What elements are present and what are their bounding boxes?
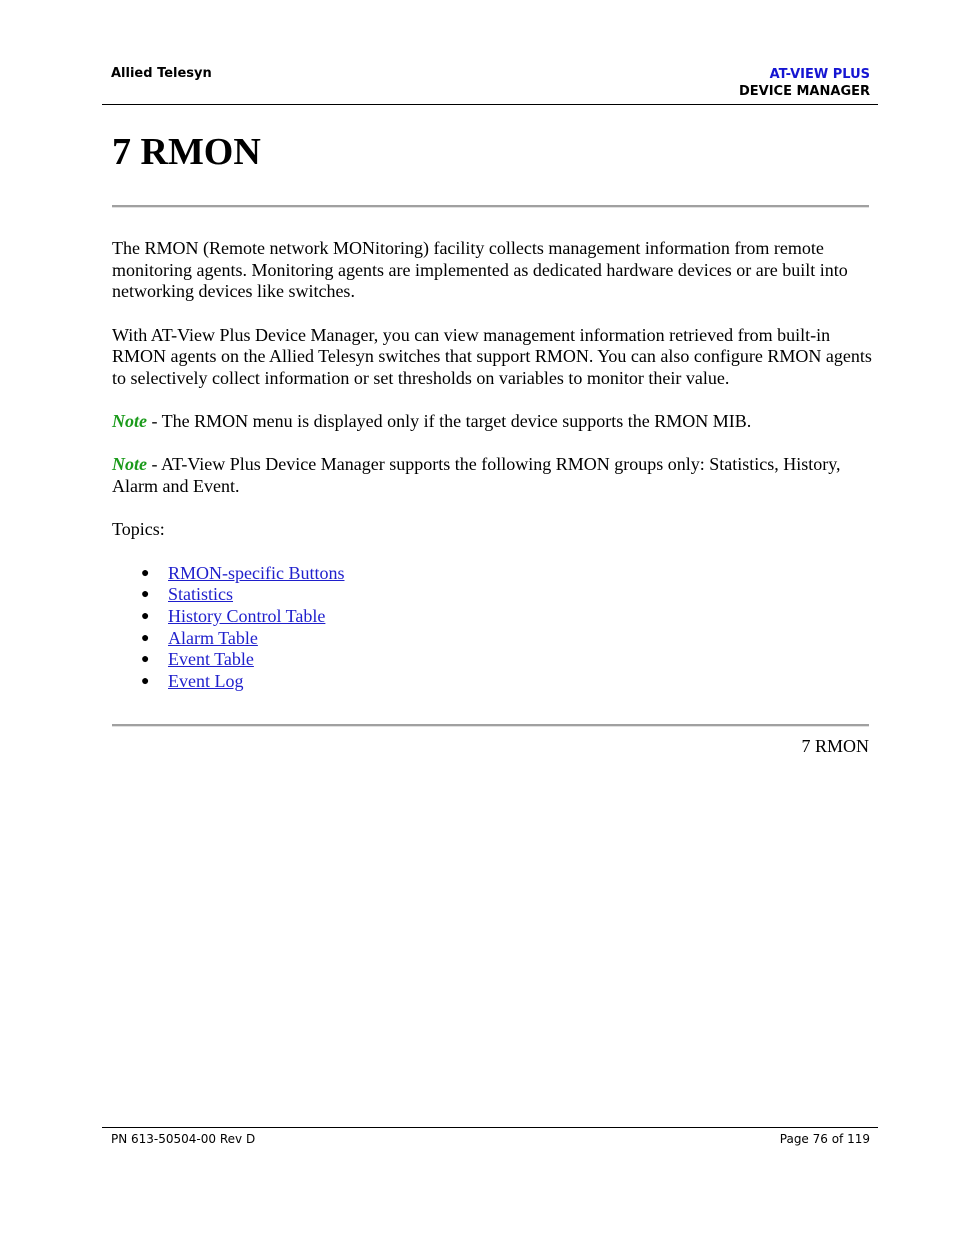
header-product-block [739, 66, 870, 100]
page-footer [102, 1127, 878, 1146]
chapter-title: 7 RMON [112, 131, 261, 173]
note-menu [112, 411, 872, 433]
note-label: Note [112, 411, 147, 432]
topic-link-event-table[interactable]: Event Table [168, 649, 254, 670]
note-groups [112, 454, 872, 497]
bullet-icon: ● [141, 674, 150, 690]
page-number: Page 76 of 119 [779, 1132, 870, 1146]
list-item [141, 605, 872, 628]
header-product: AT-VIEW PLUS [769, 67, 870, 82]
topic-link-rmon-buttons[interactable]: RMON-specific Buttons [168, 562, 345, 583]
topics-list [112, 563, 872, 693]
page-header [102, 62, 878, 105]
bullet-icon: ● [141, 587, 150, 603]
device-manager-paragraph: With AT-View Plus Device Manager, you can view management information retrieved from built-in RMON agents on the Allied Telesyn switches that support RMON. You can also configure RMON agents to selectively collect information or set thresholds on variables to monitor their value. [112, 324, 872, 389]
list-item [141, 649, 872, 671]
topic-link-statistics[interactable]: Statistics [168, 584, 234, 605]
header-company: Allied Telesyn [111, 66, 212, 81]
topics-label: Topics: [112, 519, 165, 540]
topic-link-history-control[interactable]: History Control Table [168, 605, 326, 626]
title-divider [112, 205, 869, 208]
list-item [141, 627, 872, 650]
topic-link-event-log[interactable]: Event Log [168, 671, 244, 692]
list-item [141, 671, 872, 693]
header-subtitle: DEVICE MANAGER [738, 84, 870, 99]
list-item [141, 562, 872, 585]
bullet-icon: ● [141, 565, 150, 581]
list-item [141, 584, 872, 606]
intro-paragraph: The RMON (Remote network MONitoring) facility collects management information from remote monitoring agents. Monitoring agents are implemented as dedicated hardware devices or are built into networking devices like switches. [112, 238, 848, 302]
bullet-icon: ● [141, 630, 150, 646]
part-number: PN 613-50504-00 Rev D [111, 1132, 256, 1146]
bullet-icon: ● [141, 652, 150, 668]
note-label: Note [112, 454, 147, 475]
note-text: - The RMON menu is displayed only if the target device supports the RMON MIB. [147, 411, 752, 432]
chapter-footer-label: 7 RMON [801, 736, 869, 756]
topic-link-alarm-table[interactable]: Alarm Table [168, 627, 258, 648]
note-text: - AT-View Plus Device Manager supports the following RMON groups only: Statistics, History, Alarm and Event. [112, 454, 841, 497]
bullet-icon: ● [141, 608, 150, 624]
main-content [112, 238, 872, 693]
content-end-divider [112, 724, 869, 727]
